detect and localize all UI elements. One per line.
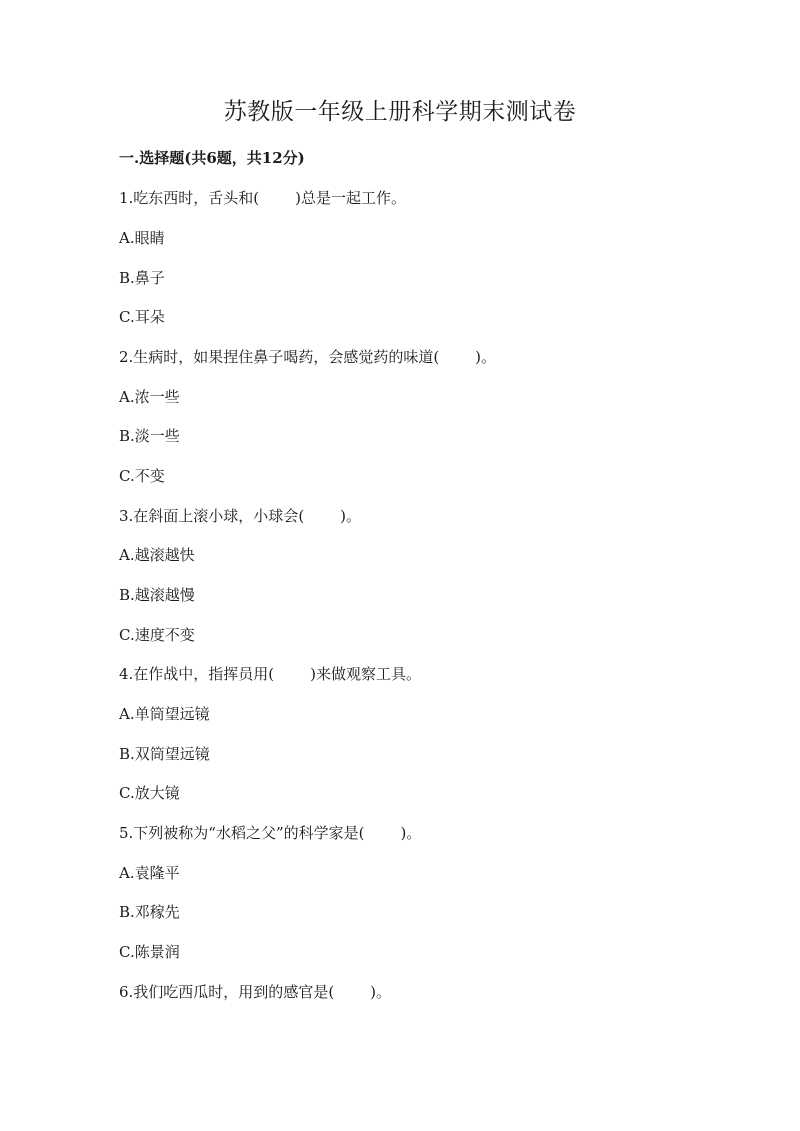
- question-stem-text: )来做观察工具。: [310, 665, 422, 683]
- question-2-option-a: A.浓一些: [119, 388, 180, 406]
- question-stem-text: )。: [370, 983, 392, 1001]
- document-title: 苏教版一年级上册科学期末测试卷: [223, 99, 577, 125]
- question-3-option-c: C.速度不变: [119, 626, 195, 644]
- question-stem-text: 3.在斜面上滚小球，小球会(: [119, 507, 305, 525]
- question-1-option-c: C.耳朵: [119, 308, 165, 326]
- question-2-option-b: B.淡一些: [119, 427, 180, 445]
- question-2-stem: [119, 345, 496, 369]
- question-3-option-a: A.越滚越快: [119, 546, 195, 564]
- question-1-option-a: A.眼睛: [119, 229, 165, 247]
- question-stem-text: )总是一起工作。: [295, 189, 407, 207]
- question-3-option-b: B.越滚越慢: [119, 586, 195, 604]
- question-2-option-c: C.不变: [119, 467, 165, 485]
- question-stem-text: )。: [475, 348, 497, 366]
- question-5-stem: [119, 821, 421, 845]
- question-stem-text: )。: [400, 824, 422, 842]
- question-5-option-c: C.陈景润: [119, 943, 180, 961]
- question-4-option-c: C.放大镜: [119, 784, 180, 802]
- question-1-option-b: B.鼻子: [119, 269, 165, 287]
- question-1-stem: [119, 186, 406, 210]
- question-5-option-a: A.袁隆平: [119, 864, 180, 882]
- question-3-stem: [119, 504, 361, 528]
- question-stem-text: 6.我们吃西瓜时，用到的感官是(: [119, 983, 335, 1001]
- question-stem-text: 4.在作战中，指挥员用(: [119, 665, 275, 683]
- question-stem-text: 2.生病时，如果捏住鼻子喝药，会感觉药的味道(: [119, 348, 440, 366]
- question-4-option-b: B.双筒望远镜: [119, 745, 210, 763]
- question-4-option-a: A.单筒望远镜: [119, 705, 210, 723]
- section-heading: 一.选择题(共6题，共12分): [119, 149, 305, 167]
- question-4-stem: [119, 662, 421, 686]
- question-stem-text: 5.下列被称为“水稻之父”的科学家是(: [119, 824, 365, 842]
- question-5-option-b: B.邓稼先: [119, 903, 180, 921]
- question-6-stem: [119, 980, 391, 1004]
- question-stem-text: )。: [340, 507, 362, 525]
- question-stem-text: 1.吃东西时，舌头和(: [119, 189, 260, 207]
